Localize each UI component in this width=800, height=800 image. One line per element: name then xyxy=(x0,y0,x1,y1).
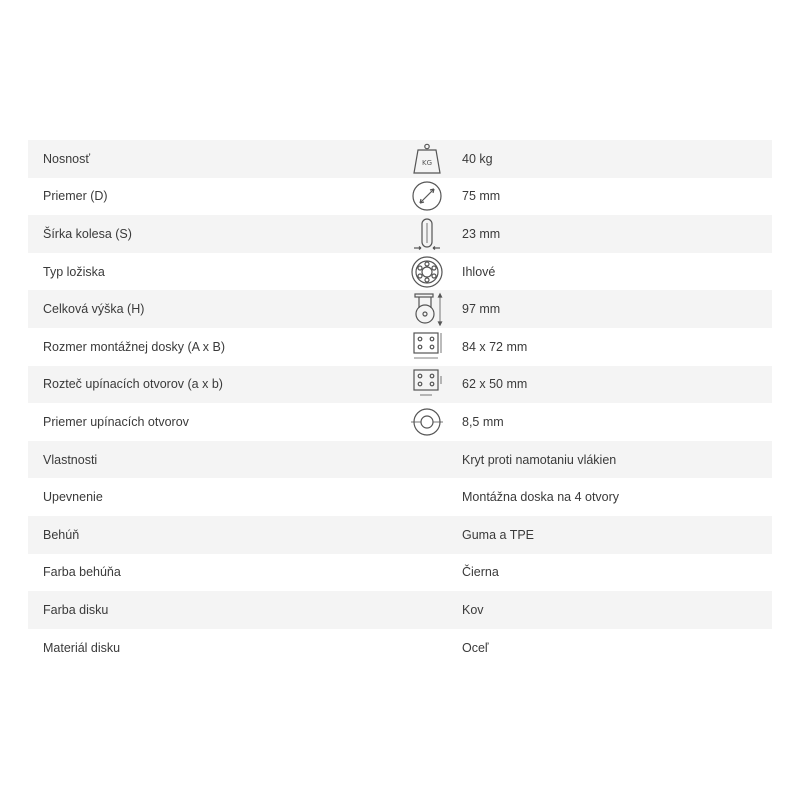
spec-label: Celková výška (H) xyxy=(43,302,145,317)
plate-size-icon xyxy=(409,330,445,364)
spec-label: Behúň xyxy=(43,527,80,542)
spec-value: 84 x 72 mm xyxy=(462,339,528,354)
spec-row-tread xyxy=(28,516,772,554)
spec-row-plate-size xyxy=(28,328,772,366)
bearing-icon xyxy=(409,255,445,289)
weight-icon xyxy=(409,142,445,176)
spec-value: 62 x 50 mm xyxy=(462,377,528,392)
spec-value: 8,5 mm xyxy=(462,414,504,429)
spec-row-total-height xyxy=(28,290,772,328)
spec-label: Farba disku xyxy=(43,602,109,617)
spec-label: Materiál disku xyxy=(43,640,121,655)
spec-value: 23 mm xyxy=(462,226,501,241)
spec-label: Nosnosť xyxy=(43,151,91,166)
diameter-icon xyxy=(409,179,445,213)
hole-spacing-icon xyxy=(409,367,445,401)
spec-label: Rozmer montážnej dosky (A x B) xyxy=(43,339,226,354)
spec-row-diameter xyxy=(28,178,772,216)
spec-row-hole-diameter xyxy=(28,403,772,441)
spec-label: Priemer upínacích otvorov xyxy=(43,414,189,429)
spec-value: Ihlové xyxy=(462,264,496,279)
spec-value: Guma a TPE xyxy=(462,527,535,542)
total-height-icon xyxy=(409,292,445,326)
spec-label: Rozteč upínacích otvorov (a x b) xyxy=(43,377,223,392)
spec-value: Oceľ xyxy=(462,640,489,655)
spec-row-features xyxy=(28,441,772,479)
hole-diameter-icon xyxy=(409,405,445,439)
spec-label: Šírka kolesa (S) xyxy=(43,226,132,241)
spec-row-mounting xyxy=(28,478,772,516)
spec-label: Priemer (D) xyxy=(43,189,108,204)
spec-label: Typ ložiska xyxy=(43,264,105,279)
wheel-width-icon xyxy=(409,217,445,251)
spec-value: Montážna doska na 4 otvory xyxy=(462,490,620,505)
spec-value: Kryt proti namotaniu vlákien xyxy=(462,452,617,467)
spec-row-disc-color xyxy=(28,591,772,629)
spec-table xyxy=(28,140,772,666)
spec-label: Farba behúňa xyxy=(43,565,121,580)
spec-value: 75 mm xyxy=(462,189,501,204)
spec-label: Upevnenie xyxy=(43,490,103,505)
spec-row-hole-spacing xyxy=(28,366,772,404)
weight-icon-text: KG xyxy=(421,158,433,167)
spec-label: Vlastnosti xyxy=(43,452,98,467)
spec-value: Kov xyxy=(462,602,484,617)
spec-value: 97 mm xyxy=(462,302,501,317)
spec-row-bearing-type xyxy=(28,253,772,291)
spec-row-load-capacity xyxy=(28,140,772,178)
spec-row-tread-color xyxy=(28,554,772,592)
spec-value: Čierna xyxy=(462,565,499,580)
spec-row-wheel-width xyxy=(28,215,772,253)
spec-row-disc-material xyxy=(28,629,772,667)
spec-value: 40 kg xyxy=(462,151,493,166)
